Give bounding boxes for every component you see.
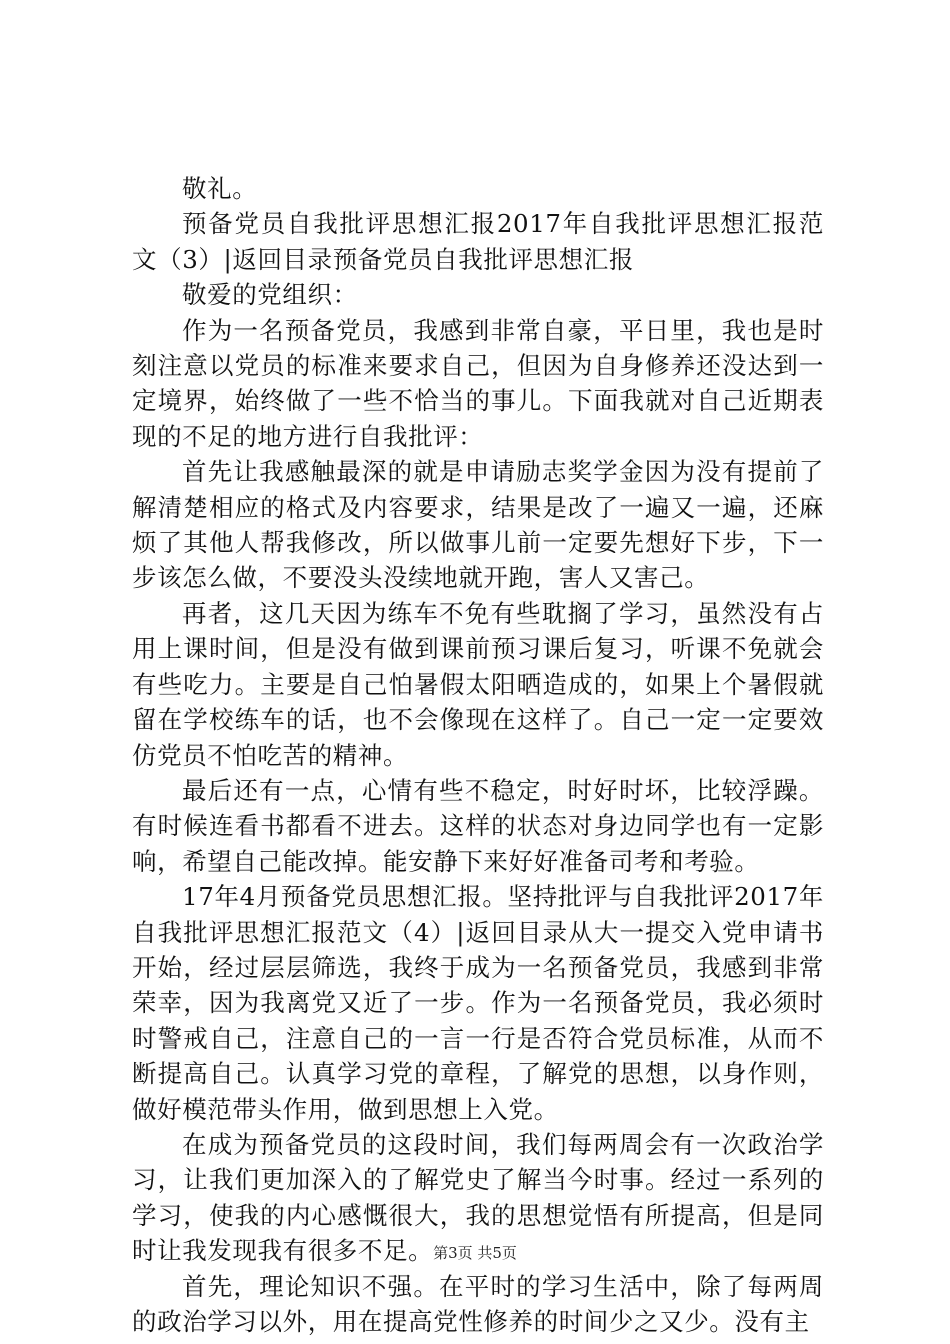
document-body	[132, 171, 824, 1339]
paragraph-second-point: 再者，这几天因为练车不免有些耽搁了学习，虽然没有占用上课时间，但是没有做到课前预习课后复习，听课不免就会有些吃力。主要是自己怕暑假太阳晒造成的，如果上个暑假就留在学校练车的话，也不会像现在这样了。自己一定一定要效仿党员不怕吃苦的精神。	[132, 598, 824, 770]
paragraph-last-point: 最后还有一点，心情有些不稳定，时好时坏，比较浮躁。有时候连看书都看不进去。这样的状态对身边同学也有一定影响，希望自己能改掉。能安静下来好好准备司考和考验。	[132, 775, 824, 876]
paragraph-theory: 首先，理论知识不强。在平时的学习生活中，除了每两周的政治学习以外，用在提高党性修养的时间少之又少。没有主	[132, 1271, 824, 1336]
page-number-footer: 第3页 共5页	[433, 1244, 517, 1262]
paragraph-salutation: 敬爱的党组织：	[182, 280, 358, 310]
paragraph-first-point: 首先让我感触最深的就是申请励志奖学金因为没有提前了解清楚相应的格式及内容要求，结果是改了一遍又一遍，还麻烦了其他人帮我修改，所以做事儿前一定要先想好下步，下一步该怎么做，不要没头没续地就开跑，害人又害己。	[132, 457, 824, 593]
paragraph-closing: 敬礼。	[182, 174, 258, 203]
paragraph-report-four: 17年4月预备党员思想汇报。坚持批评与自我批评2017年自我批评思想汇报范文（4）|返回目录从大一提交入党申请书开始，经过层层筛选，我终于成为一名预备党员，我感到非常荣幸，因为我离党又近了一步。作为一名预备党员，我必须时时警戒自己，注意自己的一言一行是否符合党员标准，从而不断提高自己。认真学习党的章程，了解党的思想，以身作则，做好模范带头作用，做到思想上入党。	[132, 882, 824, 1124]
paragraph-intro: 作为一名预备党员，我感到非常自豪，平日里，我也是时刻注意以党员的标准来要求自己，但因为自身修养还没达到一定境界，始终做了一些不恰当的事儿。下面我就对自己近期表现的不足的地方进行自我批评：	[132, 315, 824, 451]
paragraph-study: 在成为预备党员的这段时间，我们每两周会有一次政治学习，让我们更加深入的了解党史了解当今时事。经过一系列的学习，使我的内心感慨很大，我的思想觉悟有所提高，但是同时让我发现我有很多不足。	[132, 1129, 824, 1266]
paragraph-section-title: 预备党员自我批评思想汇报2017年自我批评思想汇报范文（3）|返回目录预备党员自我批评思想汇报	[132, 209, 824, 274]
